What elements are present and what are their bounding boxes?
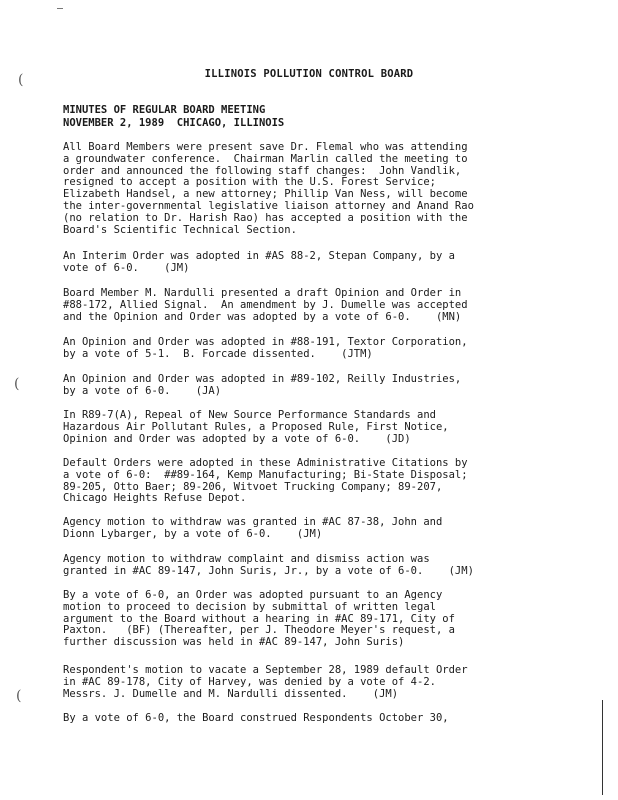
paragraph-line: by a vote of 5-1. B. Forcade dissented. (JTM) (63, 347, 373, 360)
paragraph-line: An Opinion and Order was adopted in #88-191, Textor Corporation, (63, 336, 468, 348)
paragraph-line: in #AC 89-178, City of Harvey, was denied by a vote of 4-2. (63, 675, 436, 688)
paragraph-line: Default Orders were adopted in these Administrative Citations by (63, 457, 468, 469)
paragraph (63, 713, 533, 725)
margin-mark: ( (18, 72, 24, 88)
paragraph-line: 89-205, Otto Baer; 89-206, Witvoet Trucking Company; 89-207, (63, 480, 443, 493)
margin-rule (602, 700, 603, 795)
paragraph (63, 410, 533, 445)
paragraph (63, 337, 533, 361)
paragraph-line: order and announced the following staff changes: John Vandlik, (63, 164, 462, 177)
paragraph-line: By a vote of 6-0, an Order was adopted pursuant to an Agency (63, 589, 443, 601)
paragraph (63, 142, 533, 236)
paragraph-line: Paxton. (BF) (Thereafter, per J. Theodore Meyer's request, a (63, 624, 455, 637)
paragraph-line: Respondent's motion to vacate a September 28, 1989 default Order (63, 664, 468, 676)
paragraph-line: argument to the Board without a hearing in #AC 89-171, City of (63, 612, 455, 625)
document-title: ILLINOIS POLLUTION CONTROL BOARD (204, 68, 414, 80)
paragraph-line: by a vote of 6-0. (JA) (63, 384, 222, 397)
paragraph-line: Opinion and Order was adopted by a vote of 6-0. (JD) (63, 432, 411, 445)
paragraph-line: By a vote of 6-0, the Board construed Respondents October 30, (63, 712, 449, 724)
paragraph-line: and the Opinion and Order was adopted by a vote of 6-0. (MN) (63, 310, 462, 323)
paragraph-line: An Interim Order was adopted in #AS 88-2, Stepan Company, by a (63, 250, 455, 262)
paragraph (63, 590, 533, 649)
paragraph (63, 665, 533, 700)
heading-line: MINUTES OF REGULAR BOARD MEETING (63, 104, 266, 116)
paragraph-line: #88-172, Allied Signal. An amendment by J. Dumelle was accepted (63, 298, 468, 311)
paragraph-line: granted in #AC 89-147, John Suris, Jr., by a vote of 6-0. (JM) (63, 564, 474, 577)
paragraph-line: (no relation to Dr. Harish Rao) has accepted a position with the (63, 211, 468, 224)
scan-speck (57, 8, 63, 9)
paragraph-line: Agency motion to withdraw complaint and dismiss action was (63, 553, 430, 565)
paragraph-line: An Opinion and Order was adopted in #89-102, Reilly Industries, (63, 373, 462, 385)
paragraph-line: Chicago Heights Refuse Depot. (63, 492, 247, 505)
paragraph-line: Hazardous Air Pollutant Rules, a Proposed Rule, First Notice, (63, 420, 449, 433)
paragraph-line: All Board Members were present save Dr. Flemal who was attending (63, 141, 468, 153)
paragraph (63, 288, 533, 323)
minutes-heading (63, 104, 284, 130)
paragraph (63, 517, 533, 541)
paragraph-line: a vote of 6-0: ##89-164, Kemp Manufacturing; Bi-State Disposal; (63, 468, 468, 481)
heading-line: NOVEMBER 2, 1989 CHICAGO, ILLINOIS (63, 117, 285, 129)
paragraph-line: In R89-7(A), Repeal of New Source Performance Standards and (63, 409, 436, 421)
paragraph-line: Board's Scientific Technical Section. (63, 223, 297, 236)
paragraph-line: Agency motion to withdraw was granted in #AC 87-38, John and (63, 516, 443, 528)
paragraph (63, 251, 533, 275)
paragraph (63, 458, 533, 505)
paragraph-line: motion to proceed to decision by submittal of written legal (63, 600, 436, 613)
margin-mark: ( (16, 688, 22, 704)
paragraph-line: Elizabeth Handsel, a new attorney; Phillip Van Ness, will become (63, 188, 468, 201)
paragraph-line: Board Member M. Nardulli presented a draft Opinion and Order in (63, 287, 462, 299)
paragraph-line: resigned to accept a position with the U.S. Forest Service; (63, 176, 436, 189)
paragraph (63, 554, 533, 578)
paragraph (63, 374, 533, 398)
paragraph-line: further discussion was held in #AC 89-147, John Suris) (63, 636, 405, 649)
paragraph-line: Dionn Lybarger, by a vote of 6-0. (JM) (63, 527, 323, 540)
paragraph-line: a groundwater conference. Chairman Marlin called the meeting to (63, 152, 468, 165)
paragraph-line: vote of 6-0. (JM) (63, 261, 190, 274)
paragraph-line: the inter-governmental legislative liaison attorney and Anand Rao (63, 199, 474, 212)
paragraph-line: Messrs. J. Dumelle and M. Nardulli dissented. (JM) (63, 687, 399, 700)
margin-mark: ( (14, 376, 20, 392)
